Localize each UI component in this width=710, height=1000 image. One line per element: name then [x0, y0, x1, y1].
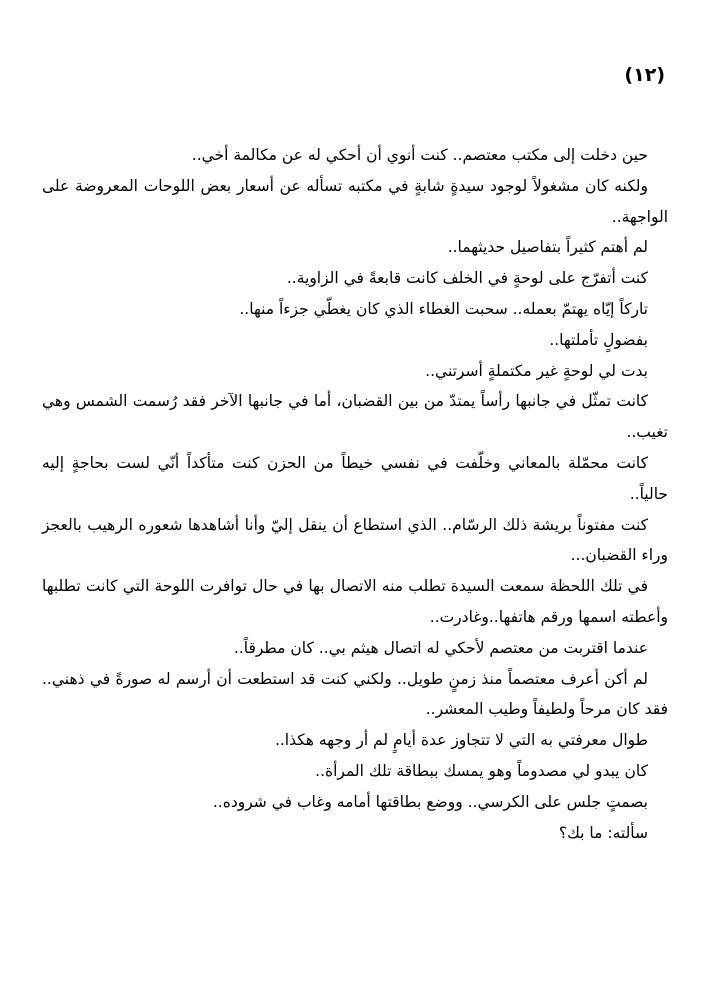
- paragraph: كنت مفتوناً بريشة ذلك الرسّام.. الذي استطاع أن ينقل إليّ وأنا أشاهدها شعوره الرهيب بالعجز وراء القضبان...: [42, 515, 668, 565]
- paragraph: عندما اقتربت من معتصم لأحكي له اتصال هيثم بي.. كان مطرقاً..: [233, 638, 648, 657]
- paragraph: بدت لي لوحةٍ غير مكتملةٍ أسرتني..: [425, 361, 648, 380]
- paragraph: بصمتٍ جلس على الكرسي.. ووضع بطاقتها أمامه وغاب في شروده..: [212, 792, 648, 811]
- paragraph: لم أكن أعرف معتصماً منذ زمنٍ طويل.. ولكني كنت قد استطعت أن أرسم له صورةً في ذهني.. فقد كان مرحاً ولطيفاً وطيب المعشر..: [42, 669, 668, 719]
- paragraph: ولكنه كان مشغولاً لوجود سيدةٍ شابةٍ في مكتبه تسأله عن أسعار بعض اللوحات المعروضة على الواجهة..: [42, 176, 668, 226]
- paragraph: كنت أتفرّج على لوحةٍ في الخلف كانت قابعةً في الزاوية..: [286, 269, 648, 288]
- paragraph: تاركاً إيّاه يهتمّ بعمله.. سحبت الغطاء الذي كان يغطّي جزءاً منها..: [239, 299, 648, 318]
- paragraph: لم أهتم كثيراً بتفاصيل حديثهما..: [447, 238, 648, 257]
- paragraph: سألته: ما بك؟: [558, 823, 648, 842]
- page-number: (١٢): [624, 64, 665, 86]
- body-text: [42, 140, 668, 848]
- paragraph: كانت محمّلة بالمعاني وخلّفت في نفسي خيطاً من الحزن كنت متأكداً أنّي لست بحاجةٍ إليه حالياً..: [42, 453, 668, 503]
- paragraph: كانت تمثّل في جانبها رأساً يمتدّ من بين القضبان، أما في جانبها الآخر فقد رُسمت الشمس وهي تغيب..: [42, 392, 668, 442]
- paragraph: حين دخلت إلى مكتب معتصم.. كنت أنوي أن أحكي له عن مكالمة أخي..: [191, 146, 648, 164]
- paragraph: كان يبدو لي مصدوماً وهو يمسك ببطاقة تلك المرأة..: [315, 761, 648, 780]
- paragraph: طوال معرفتي به التي لا تتجاوز عدة أيامٍ لم أر وجهه هكذا..: [274, 731, 648, 750]
- paragraph: بفضولٍ تأملتها..: [549, 330, 648, 349]
- paragraph: في تلك اللحظة سمعت السيدة تطلب منه الاتصال بها في حال توافرت اللوحة التي كانت تطلبها وأعطته اسمها ورقم هاتفها..وغادرت..: [42, 577, 668, 626]
